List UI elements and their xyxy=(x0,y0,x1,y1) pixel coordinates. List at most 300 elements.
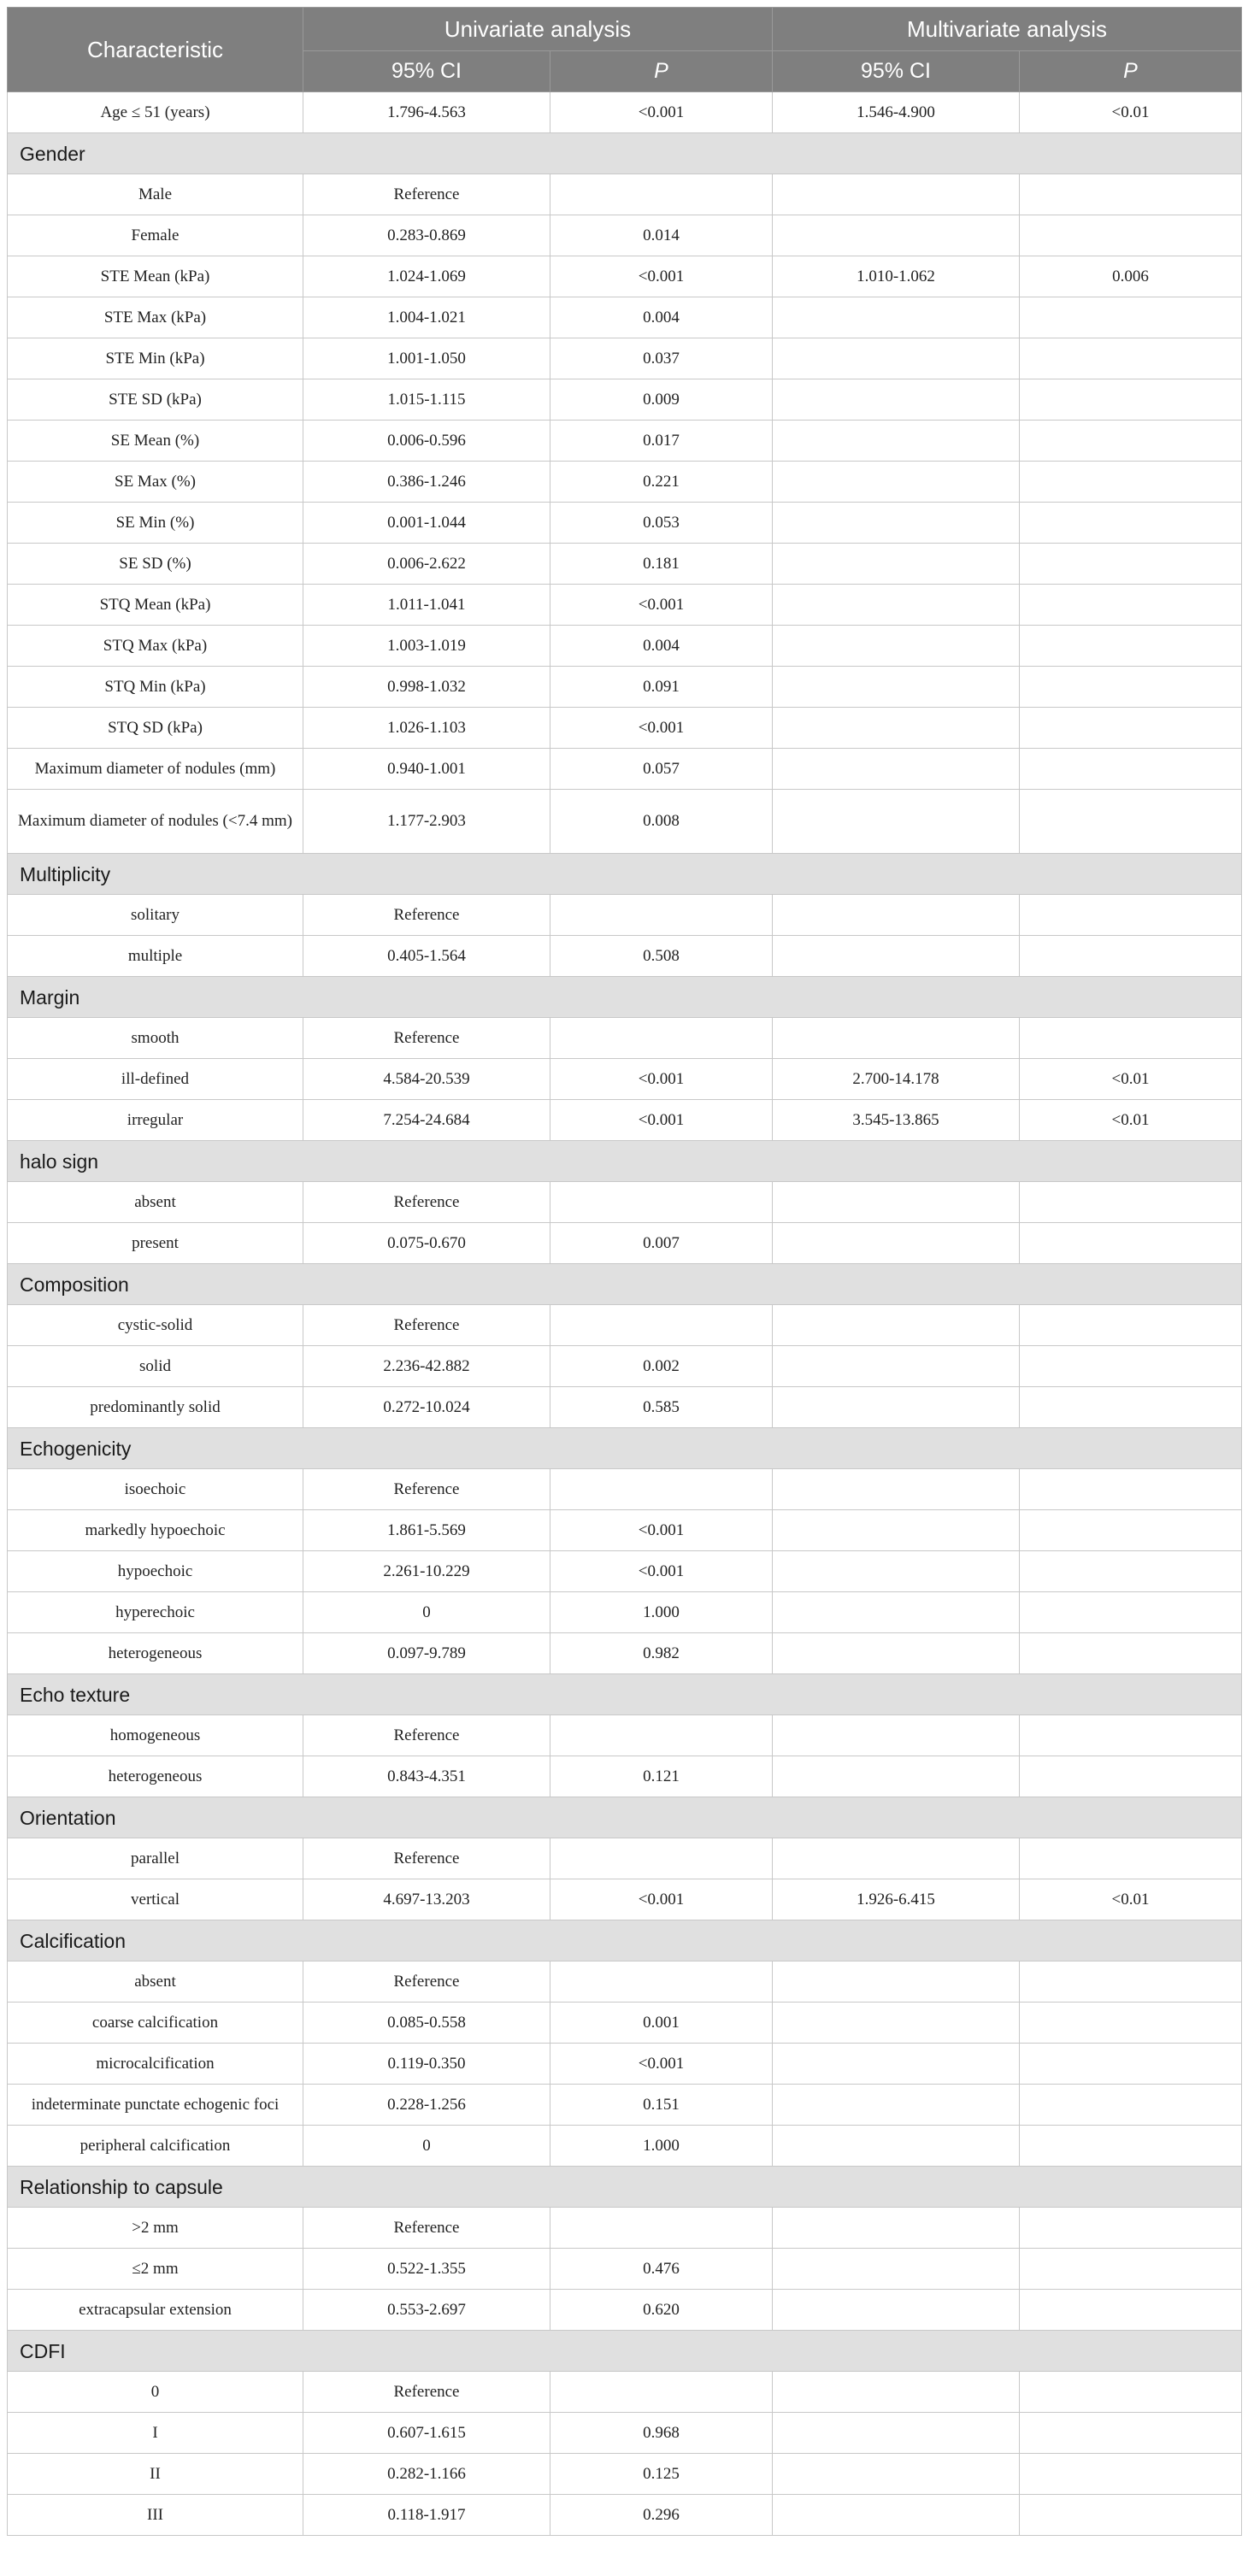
characteristic-cell: extracapsular extension xyxy=(8,2290,303,2331)
section-label: halo sign xyxy=(8,1141,1242,1182)
characteristic-cell: II xyxy=(8,2454,303,2495)
multivariate-p-cell xyxy=(1020,2454,1242,2495)
table-body xyxy=(8,92,1242,2536)
header-univariate-ci: 95% CI xyxy=(303,51,550,92)
multivariate-p-cell xyxy=(1020,462,1242,503)
table-row xyxy=(8,1592,1242,1633)
univariate-p-cell: <0.001 xyxy=(550,585,773,626)
univariate-p-cell: <0.001 xyxy=(550,1879,773,1920)
multivariate-p-cell xyxy=(1020,2290,1242,2331)
table-row xyxy=(8,667,1242,708)
multivariate-ci-cell xyxy=(773,2085,1020,2126)
univariate-ci-cell: 0.085-0.558 xyxy=(303,2003,550,2044)
characteristic-cell: absent xyxy=(8,1182,303,1223)
characteristic-cell: ill-defined xyxy=(8,1059,303,1100)
section-header-row xyxy=(8,2331,1242,2372)
multivariate-ci-cell xyxy=(773,1838,1020,1879)
multivariate-p-cell xyxy=(1020,1510,1242,1551)
univariate-ci-cell: 0.386-1.246 xyxy=(303,462,550,503)
characteristic-cell: predominantly solid xyxy=(8,1387,303,1428)
characteristic-cell: peripheral calcification xyxy=(8,2126,303,2167)
table-row xyxy=(8,544,1242,585)
characteristic-cell: ≤2 mm xyxy=(8,2249,303,2290)
section-label: Orientation xyxy=(8,1797,1242,1838)
characteristic-cell: SE SD (%) xyxy=(8,544,303,585)
characteristic-cell: solid xyxy=(8,1346,303,1387)
univariate-ci-cell: 0.553-2.697 xyxy=(303,2290,550,2331)
table-row xyxy=(8,1469,1242,1510)
regression-table xyxy=(7,7,1242,2536)
univariate-p-cell: <0.001 xyxy=(550,1510,773,1551)
section-label: Margin xyxy=(8,977,1242,1018)
multivariate-p-cell xyxy=(1020,1633,1242,1674)
univariate-ci-cell: Reference xyxy=(303,2208,550,2249)
table-row xyxy=(8,1879,1242,1920)
univariate-ci-cell: Reference xyxy=(303,1182,550,1223)
table-row xyxy=(8,2208,1242,2249)
characteristic-cell: III xyxy=(8,2495,303,2536)
univariate-p-cell xyxy=(550,1469,773,1510)
characteristic-cell: cystic-solid xyxy=(8,1305,303,1346)
multivariate-p-cell xyxy=(1020,1756,1242,1797)
characteristic-cell: hyperechoic xyxy=(8,1592,303,1633)
characteristic-cell: heterogeneous xyxy=(8,1633,303,1674)
multivariate-p-cell xyxy=(1020,1551,1242,1592)
table-row xyxy=(8,1510,1242,1551)
univariate-p-cell: 0.476 xyxy=(550,2249,773,2290)
univariate-ci-cell: 1.015-1.115 xyxy=(303,379,550,421)
univariate-p-cell xyxy=(550,174,773,215)
univariate-p-cell: 0.125 xyxy=(550,2454,773,2495)
table-row xyxy=(8,2249,1242,2290)
multivariate-p-cell xyxy=(1020,708,1242,749)
multivariate-p-cell xyxy=(1020,936,1242,977)
characteristic-cell: coarse calcification xyxy=(8,2003,303,2044)
multivariate-p-cell xyxy=(1020,1838,1242,1879)
table-row xyxy=(8,1182,1242,1223)
section-header-row xyxy=(8,1674,1242,1715)
table-row xyxy=(8,2413,1242,2454)
table-row xyxy=(8,936,1242,977)
univariate-p-cell: 0.121 xyxy=(550,1756,773,1797)
multivariate-ci-cell xyxy=(773,667,1020,708)
univariate-p-cell xyxy=(550,1018,773,1059)
characteristic-cell: multiple xyxy=(8,936,303,977)
univariate-p-cell: 0.508 xyxy=(550,936,773,977)
table-row xyxy=(8,2454,1242,2495)
multivariate-p-cell: <0.01 xyxy=(1020,1100,1242,1141)
table-row xyxy=(8,2290,1242,2331)
univariate-p-cell: 0.008 xyxy=(550,790,773,854)
table-row xyxy=(8,1100,1242,1141)
univariate-ci-cell: 1.004-1.021 xyxy=(303,297,550,338)
section-label: Echo texture xyxy=(8,1674,1242,1715)
multivariate-ci-cell xyxy=(773,749,1020,790)
table-row xyxy=(8,1551,1242,1592)
multivariate-ci-cell xyxy=(773,544,1020,585)
univariate-p-cell: 0.007 xyxy=(550,1223,773,1264)
univariate-ci-cell: 4.697-13.203 xyxy=(303,1879,550,1920)
multivariate-ci-cell xyxy=(773,462,1020,503)
characteristic-cell: Male xyxy=(8,174,303,215)
table-row xyxy=(8,2126,1242,2167)
multivariate-ci-cell xyxy=(773,379,1020,421)
multivariate-ci-cell xyxy=(773,1223,1020,1264)
multivariate-ci-cell xyxy=(773,790,1020,854)
univariate-p-cell: 0.057 xyxy=(550,749,773,790)
univariate-p-cell: 0.017 xyxy=(550,421,773,462)
table-row xyxy=(8,421,1242,462)
univariate-ci-cell: 0.843-4.351 xyxy=(303,1756,550,1797)
univariate-ci-cell: Reference xyxy=(303,895,550,936)
multivariate-ci-cell xyxy=(773,936,1020,977)
univariate-ci-cell: 0.607-1.615 xyxy=(303,2413,550,2454)
univariate-p-cell xyxy=(550,1838,773,1879)
multivariate-p-cell xyxy=(1020,626,1242,667)
univariate-p-cell: 0.091 xyxy=(550,667,773,708)
multivariate-ci-cell xyxy=(773,421,1020,462)
univariate-p-cell: <0.001 xyxy=(550,1551,773,1592)
characteristic-cell: SE Min (%) xyxy=(8,503,303,544)
table-header xyxy=(8,8,1242,92)
section-label: Calcification xyxy=(8,1920,1242,1961)
characteristic-cell: indeterminate punctate echogenic foci xyxy=(8,2085,303,2126)
univariate-p-cell xyxy=(550,1715,773,1756)
univariate-p-cell xyxy=(550,1305,773,1346)
multivariate-ci-cell xyxy=(773,2126,1020,2167)
characteristic-cell: Age ≤ 51 (years) xyxy=(8,92,303,133)
characteristic-cell: STQ Min (kPa) xyxy=(8,667,303,708)
multivariate-p-cell xyxy=(1020,2044,1242,2085)
univariate-p-cell: 0.585 xyxy=(550,1387,773,1428)
multivariate-p-cell xyxy=(1020,2495,1242,2536)
multivariate-p-cell xyxy=(1020,895,1242,936)
multivariate-ci-cell xyxy=(773,1551,1020,1592)
table-row xyxy=(8,1018,1242,1059)
univariate-p-cell: 0.982 xyxy=(550,1633,773,1674)
multivariate-p-cell xyxy=(1020,1961,1242,2003)
section-label: Composition xyxy=(8,1264,1242,1305)
multivariate-p-cell xyxy=(1020,1387,1242,1428)
univariate-ci-cell: 0.282-1.166 xyxy=(303,2454,550,2495)
characteristic-cell: microcalcification xyxy=(8,2044,303,2085)
characteristic-cell: SE Mean (%) xyxy=(8,421,303,462)
characteristic-cell: markedly hypoechoic xyxy=(8,1510,303,1551)
multivariate-ci-cell xyxy=(773,2372,1020,2413)
table-row xyxy=(8,1715,1242,1756)
multivariate-p-cell xyxy=(1020,1018,1242,1059)
table-row xyxy=(8,462,1242,503)
characteristic-cell: smooth xyxy=(8,1018,303,1059)
table-row xyxy=(8,379,1242,421)
multivariate-p-cell xyxy=(1020,749,1242,790)
multivariate-ci-cell: 3.545-13.865 xyxy=(773,1100,1020,1141)
multivariate-ci-cell xyxy=(773,1592,1020,1633)
section-label: Relationship to capsule xyxy=(8,2167,1242,2208)
section-header-row xyxy=(8,133,1242,174)
multivariate-p-cell: <0.01 xyxy=(1020,1059,1242,1100)
multivariate-p-cell xyxy=(1020,2126,1242,2167)
table-row xyxy=(8,626,1242,667)
univariate-ci-cell: 2.261-10.229 xyxy=(303,1551,550,1592)
multivariate-ci-cell: 1.926-6.415 xyxy=(773,1879,1020,1920)
univariate-ci-cell: 0.405-1.564 xyxy=(303,936,550,977)
characteristic-cell: STE Max (kPa) xyxy=(8,297,303,338)
univariate-ci-cell: Reference xyxy=(303,1305,550,1346)
multivariate-ci-cell xyxy=(773,895,1020,936)
multivariate-ci-cell xyxy=(773,2208,1020,2249)
header-multivariate-p: P xyxy=(1020,51,1242,92)
univariate-ci-cell: 1.861-5.569 xyxy=(303,1510,550,1551)
multivariate-ci-cell xyxy=(773,215,1020,256)
univariate-ci-cell: 0.272-10.024 xyxy=(303,1387,550,1428)
univariate-ci-cell: Reference xyxy=(303,2372,550,2413)
univariate-ci-cell: 0.283-0.869 xyxy=(303,215,550,256)
table-row xyxy=(8,503,1242,544)
table-row xyxy=(8,215,1242,256)
univariate-p-cell: 0.004 xyxy=(550,297,773,338)
univariate-ci-cell: Reference xyxy=(303,1961,550,2003)
univariate-p-cell: 0.004 xyxy=(550,626,773,667)
table-row xyxy=(8,708,1242,749)
univariate-ci-cell: 0.075-0.670 xyxy=(303,1223,550,1264)
characteristic-cell: present xyxy=(8,1223,303,1264)
univariate-ci-cell: 0.119-0.350 xyxy=(303,2044,550,2085)
univariate-p-cell: 0.009 xyxy=(550,379,773,421)
multivariate-ci-cell xyxy=(773,297,1020,338)
univariate-p-cell: 0.001 xyxy=(550,2003,773,2044)
header-univariate-p: P xyxy=(550,51,773,92)
characteristic-cell: hypoechoic xyxy=(8,1551,303,1592)
section-header-row xyxy=(8,977,1242,1018)
multivariate-ci-cell xyxy=(773,2413,1020,2454)
univariate-ci-cell: 0.940-1.001 xyxy=(303,749,550,790)
univariate-p-cell: 0.014 xyxy=(550,215,773,256)
univariate-p-cell xyxy=(550,2208,773,2249)
header-multivariate-ci: 95% CI xyxy=(773,51,1020,92)
section-header-row xyxy=(8,854,1242,895)
table-row xyxy=(8,338,1242,379)
multivariate-ci-cell xyxy=(773,1018,1020,1059)
multivariate-ci-cell xyxy=(773,338,1020,379)
table-row xyxy=(8,256,1242,297)
characteristic-cell: irregular xyxy=(8,1100,303,1141)
univariate-p-cell: <0.001 xyxy=(550,1059,773,1100)
multivariate-ci-cell xyxy=(773,174,1020,215)
multivariate-ci-cell xyxy=(773,1510,1020,1551)
section-label: Gender xyxy=(8,133,1242,174)
multivariate-p-cell xyxy=(1020,544,1242,585)
multivariate-ci-cell xyxy=(773,2454,1020,2495)
header-multivariate: Multivariate analysis xyxy=(773,8,1242,51)
multivariate-ci-cell xyxy=(773,1715,1020,1756)
table-row xyxy=(8,2495,1242,2536)
multivariate-p-cell: <0.01 xyxy=(1020,92,1242,133)
univariate-p-cell: <0.001 xyxy=(550,256,773,297)
multivariate-ci-cell xyxy=(773,2003,1020,2044)
multivariate-ci-cell xyxy=(773,1182,1020,1223)
multivariate-p-cell xyxy=(1020,2208,1242,2249)
characteristic-cell: parallel xyxy=(8,1838,303,1879)
characteristic-cell: heterogeneous xyxy=(8,1756,303,1797)
univariate-p-cell: <0.001 xyxy=(550,1100,773,1141)
multivariate-p-cell xyxy=(1020,1305,1242,1346)
univariate-ci-cell: 1.177-2.903 xyxy=(303,790,550,854)
table-row xyxy=(8,1059,1242,1100)
univariate-p-cell xyxy=(550,1961,773,2003)
univariate-p-cell: 0.181 xyxy=(550,544,773,585)
multivariate-p-cell xyxy=(1020,379,1242,421)
univariate-ci-cell: 0.006-0.596 xyxy=(303,421,550,462)
header-univariate: Univariate analysis xyxy=(303,8,773,51)
univariate-ci-cell: 0 xyxy=(303,1592,550,1633)
section-label: CDFI xyxy=(8,2331,1242,2372)
multivariate-ci-cell xyxy=(773,585,1020,626)
table-row xyxy=(8,1387,1242,1428)
characteristic-cell: Female xyxy=(8,215,303,256)
multivariate-p-cell xyxy=(1020,2085,1242,2126)
univariate-ci-cell: 1.796-4.563 xyxy=(303,92,550,133)
characteristic-cell: Maximum diameter of nodules (mm) xyxy=(8,749,303,790)
section-header-row xyxy=(8,1797,1242,1838)
characteristic-cell: STQ Max (kPa) xyxy=(8,626,303,667)
table-row xyxy=(8,1756,1242,1797)
multivariate-ci-cell xyxy=(773,1469,1020,1510)
results-table-container xyxy=(7,7,1241,2536)
table-row xyxy=(8,1346,1242,1387)
characteristic-cell: vertical xyxy=(8,1879,303,1920)
table-row xyxy=(8,585,1242,626)
univariate-p-cell: 0.968 xyxy=(550,2413,773,2454)
multivariate-ci-cell xyxy=(773,1756,1020,1797)
section-header-row xyxy=(8,1920,1242,1961)
univariate-ci-cell: 0.097-9.789 xyxy=(303,1633,550,1674)
multivariate-p-cell xyxy=(1020,790,1242,854)
section-label: Multiplicity xyxy=(8,854,1242,895)
multivariate-ci-cell: 2.700-14.178 xyxy=(773,1059,1020,1100)
univariate-ci-cell: Reference xyxy=(303,1018,550,1059)
univariate-p-cell: 0.620 xyxy=(550,2290,773,2331)
multivariate-p-cell xyxy=(1020,1223,1242,1264)
characteristic-cell: isoechoic xyxy=(8,1469,303,1510)
univariate-p-cell: 1.000 xyxy=(550,1592,773,1633)
multivariate-p-cell xyxy=(1020,421,1242,462)
univariate-ci-cell: 0 xyxy=(303,2126,550,2167)
univariate-p-cell: 0.053 xyxy=(550,503,773,544)
section-header-row xyxy=(8,1141,1242,1182)
multivariate-p-cell xyxy=(1020,585,1242,626)
multivariate-ci-cell xyxy=(773,503,1020,544)
univariate-p-cell: <0.001 xyxy=(550,92,773,133)
univariate-ci-cell: 0.001-1.044 xyxy=(303,503,550,544)
multivariate-ci-cell xyxy=(773,626,1020,667)
section-header-row xyxy=(8,1264,1242,1305)
characteristic-cell: 0 xyxy=(8,2372,303,2413)
multivariate-ci-cell xyxy=(773,1387,1020,1428)
univariate-ci-cell: 4.584-20.539 xyxy=(303,1059,550,1100)
multivariate-ci-cell xyxy=(773,1961,1020,2003)
multivariate-p-cell xyxy=(1020,338,1242,379)
multivariate-ci-cell xyxy=(773,2249,1020,2290)
characteristic-cell: I xyxy=(8,2413,303,2454)
table-row xyxy=(8,749,1242,790)
univariate-p-cell xyxy=(550,895,773,936)
univariate-ci-cell: 1.026-1.103 xyxy=(303,708,550,749)
univariate-ci-cell: 0.228-1.256 xyxy=(303,2085,550,2126)
characteristic-cell: solitary xyxy=(8,895,303,936)
univariate-ci-cell: 0.006-2.622 xyxy=(303,544,550,585)
multivariate-p-cell xyxy=(1020,1592,1242,1633)
multivariate-p-cell xyxy=(1020,1469,1242,1510)
characteristic-cell: STE SD (kPa) xyxy=(8,379,303,421)
univariate-p-cell: 1.000 xyxy=(550,2126,773,2167)
univariate-p-cell xyxy=(550,1182,773,1223)
table-row xyxy=(8,2003,1242,2044)
multivariate-p-cell xyxy=(1020,174,1242,215)
header-characteristic: Characteristic xyxy=(8,8,303,92)
characteristic-cell: STQ Mean (kPa) xyxy=(8,585,303,626)
table-row xyxy=(8,1223,1242,1264)
section-label: Echogenicity xyxy=(8,1428,1242,1469)
multivariate-p-cell xyxy=(1020,2249,1242,2290)
multivariate-ci-cell xyxy=(773,2044,1020,2085)
multivariate-ci-cell xyxy=(773,1633,1020,1674)
univariate-ci-cell: 2.236-42.882 xyxy=(303,1346,550,1387)
table-row xyxy=(8,174,1242,215)
univariate-ci-cell: 1.011-1.041 xyxy=(303,585,550,626)
table-row xyxy=(8,1633,1242,1674)
univariate-ci-cell: 1.024-1.069 xyxy=(303,256,550,297)
univariate-p-cell: 0.296 xyxy=(550,2495,773,2536)
characteristic-cell: Maximum diameter of nodules (<7.4 mm) xyxy=(8,790,303,854)
table-row xyxy=(8,1838,1242,1879)
characteristic-cell: >2 mm xyxy=(8,2208,303,2249)
multivariate-ci-cell: 1.546-4.900 xyxy=(773,92,1020,133)
multivariate-p-cell xyxy=(1020,2413,1242,2454)
multivariate-p-cell: 0.006 xyxy=(1020,256,1242,297)
multivariate-ci-cell: 1.010-1.062 xyxy=(773,256,1020,297)
multivariate-p-cell xyxy=(1020,297,1242,338)
multivariate-p-cell xyxy=(1020,1346,1242,1387)
univariate-ci-cell: 1.001-1.050 xyxy=(303,338,550,379)
characteristic-cell: SE Max (%) xyxy=(8,462,303,503)
univariate-ci-cell: Reference xyxy=(303,1838,550,1879)
table-row xyxy=(8,895,1242,936)
multivariate-p-cell xyxy=(1020,1715,1242,1756)
characteristic-cell: absent xyxy=(8,1961,303,2003)
multivariate-ci-cell xyxy=(773,2290,1020,2331)
univariate-ci-cell: 1.003-1.019 xyxy=(303,626,550,667)
table-row xyxy=(8,1305,1242,1346)
multivariate-p-cell xyxy=(1020,215,1242,256)
univariate-p-cell: 0.221 xyxy=(550,462,773,503)
table-row xyxy=(8,2085,1242,2126)
table-row xyxy=(8,2044,1242,2085)
table-row xyxy=(8,1961,1242,2003)
multivariate-p-cell xyxy=(1020,667,1242,708)
univariate-p-cell: 0.037 xyxy=(550,338,773,379)
characteristic-cell: STE Min (kPa) xyxy=(8,338,303,379)
univariate-p-cell xyxy=(550,2372,773,2413)
univariate-ci-cell: Reference xyxy=(303,1715,550,1756)
univariate-ci-cell: Reference xyxy=(303,174,550,215)
univariate-p-cell: 0.002 xyxy=(550,1346,773,1387)
table-row xyxy=(8,2372,1242,2413)
multivariate-ci-cell xyxy=(773,1346,1020,1387)
multivariate-p-cell xyxy=(1020,2003,1242,2044)
univariate-ci-cell: 0.998-1.032 xyxy=(303,667,550,708)
univariate-p-cell: <0.001 xyxy=(550,708,773,749)
